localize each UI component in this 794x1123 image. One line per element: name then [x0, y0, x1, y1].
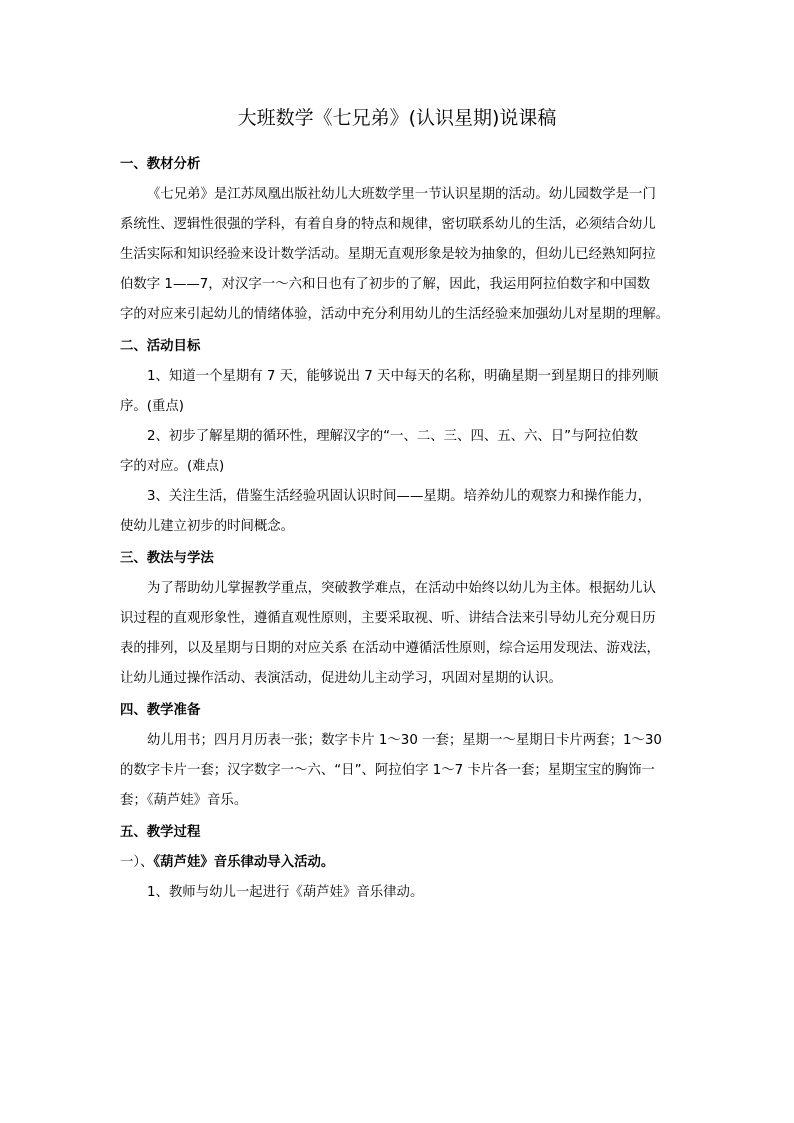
paragraph-line: 1、知道一个星期有 7 天，能够说出 7 天中每天的名称，明确星期一到星期日的排列顺 — [147, 369, 659, 384]
paragraph-line: 字的对应。(难点) — [120, 459, 225, 474]
paragraph-line: 幼儿用书；四月月历表一张；数字卡片 1～30 一套；星期一～星期日卡片两套；1～30 — [147, 733, 662, 748]
paragraph-line: 1、教师与幼儿一起进行《葫芦娃》音乐律动。 — [147, 885, 424, 900]
paragraph-line: 序。(重点) — [120, 399, 185, 414]
document-title: 大班数学《七兄弟》(认识星期)说课稿 — [237, 107, 557, 129]
subsection-heading — [120, 848, 680, 878]
paragraph-line: 伯数字 1——7，对汉字一～六和日也有了初步的了解，因此，我运用阿拉伯数字和中国数 — [120, 277, 651, 292]
paragraph-line: 表的排列，以及星期与日期的对应关系 在活动中遵循活性原则，综合运用发现法、游戏法， — [120, 641, 660, 656]
section-heading-preparation: 四、教学准备 — [120, 703, 201, 718]
subsection-text: 《葫芦娃》音乐律动导入活动。 — [153, 855, 335, 870]
subsection-prefix: 一）、 — [120, 855, 154, 870]
paragraph-line: 让幼儿通过操作活动、表演活动，促进幼儿主动学习，巩固对星期的认识。 — [120, 671, 562, 686]
paragraph-line: 套；《葫芦娃》音乐。 — [120, 793, 248, 808]
paragraph-line: 使幼儿建立初步的时间概念。 — [120, 519, 295, 534]
section-heading-methods: 三、教法与学法 — [120, 551, 214, 566]
paragraph-line: 3、关注生活，借鉴生活经验巩固认识时间——星期。培养幼儿的观察力和操作能力， — [147, 489, 651, 504]
paragraph-line: 识过程的直观形象性，遵循直观性原则，主要采取视、听、讲结合法来引导幼儿充分观日历 — [120, 611, 656, 626]
paragraph-line: 生活实际和知识经验来设计数学活动。星期无直观形象是较为抽象的，但幼儿已经熟知阿拉 — [120, 247, 656, 262]
paragraph-line: 的数字卡片一套；汉字数字一～六、“日”、阿拉伯字 1～7 卡片各一套；星期宝宝的胸饰一 — [120, 763, 655, 778]
section-heading-materials: 一、教材分析 — [120, 157, 201, 172]
paragraph-line: 《七兄弟》是江苏凤凰出版社幼儿大班数学里一节认识星期的活动。幼儿园数学是一门 — [147, 187, 656, 202]
paragraph-line: 系统性、逻辑性很强的学科，有着自身的特点和规律，密切联系幼儿的生活，必须结合幼儿 — [120, 217, 656, 232]
paragraph-line: 2、初步了解星期的循环性，理解汉字的“一、二、三、四、五、六、日”与阿拉伯数 — [147, 429, 639, 444]
paragraph-line: 为了帮助幼儿掌握教学重点，突破教学难点，在活动中始终以幼儿为主体。根据幼儿认 — [147, 581, 656, 596]
paragraph-line: 字的对应来引起幼儿的情绪体验，活动中充分利用幼儿的生活经验来加强幼儿对星期的理解。 — [120, 307, 670, 322]
document-body — [120, 148, 680, 908]
section-heading-process: 五、教学过程 — [120, 825, 201, 840]
section-heading-goals: 二、活动目标 — [120, 339, 201, 354]
